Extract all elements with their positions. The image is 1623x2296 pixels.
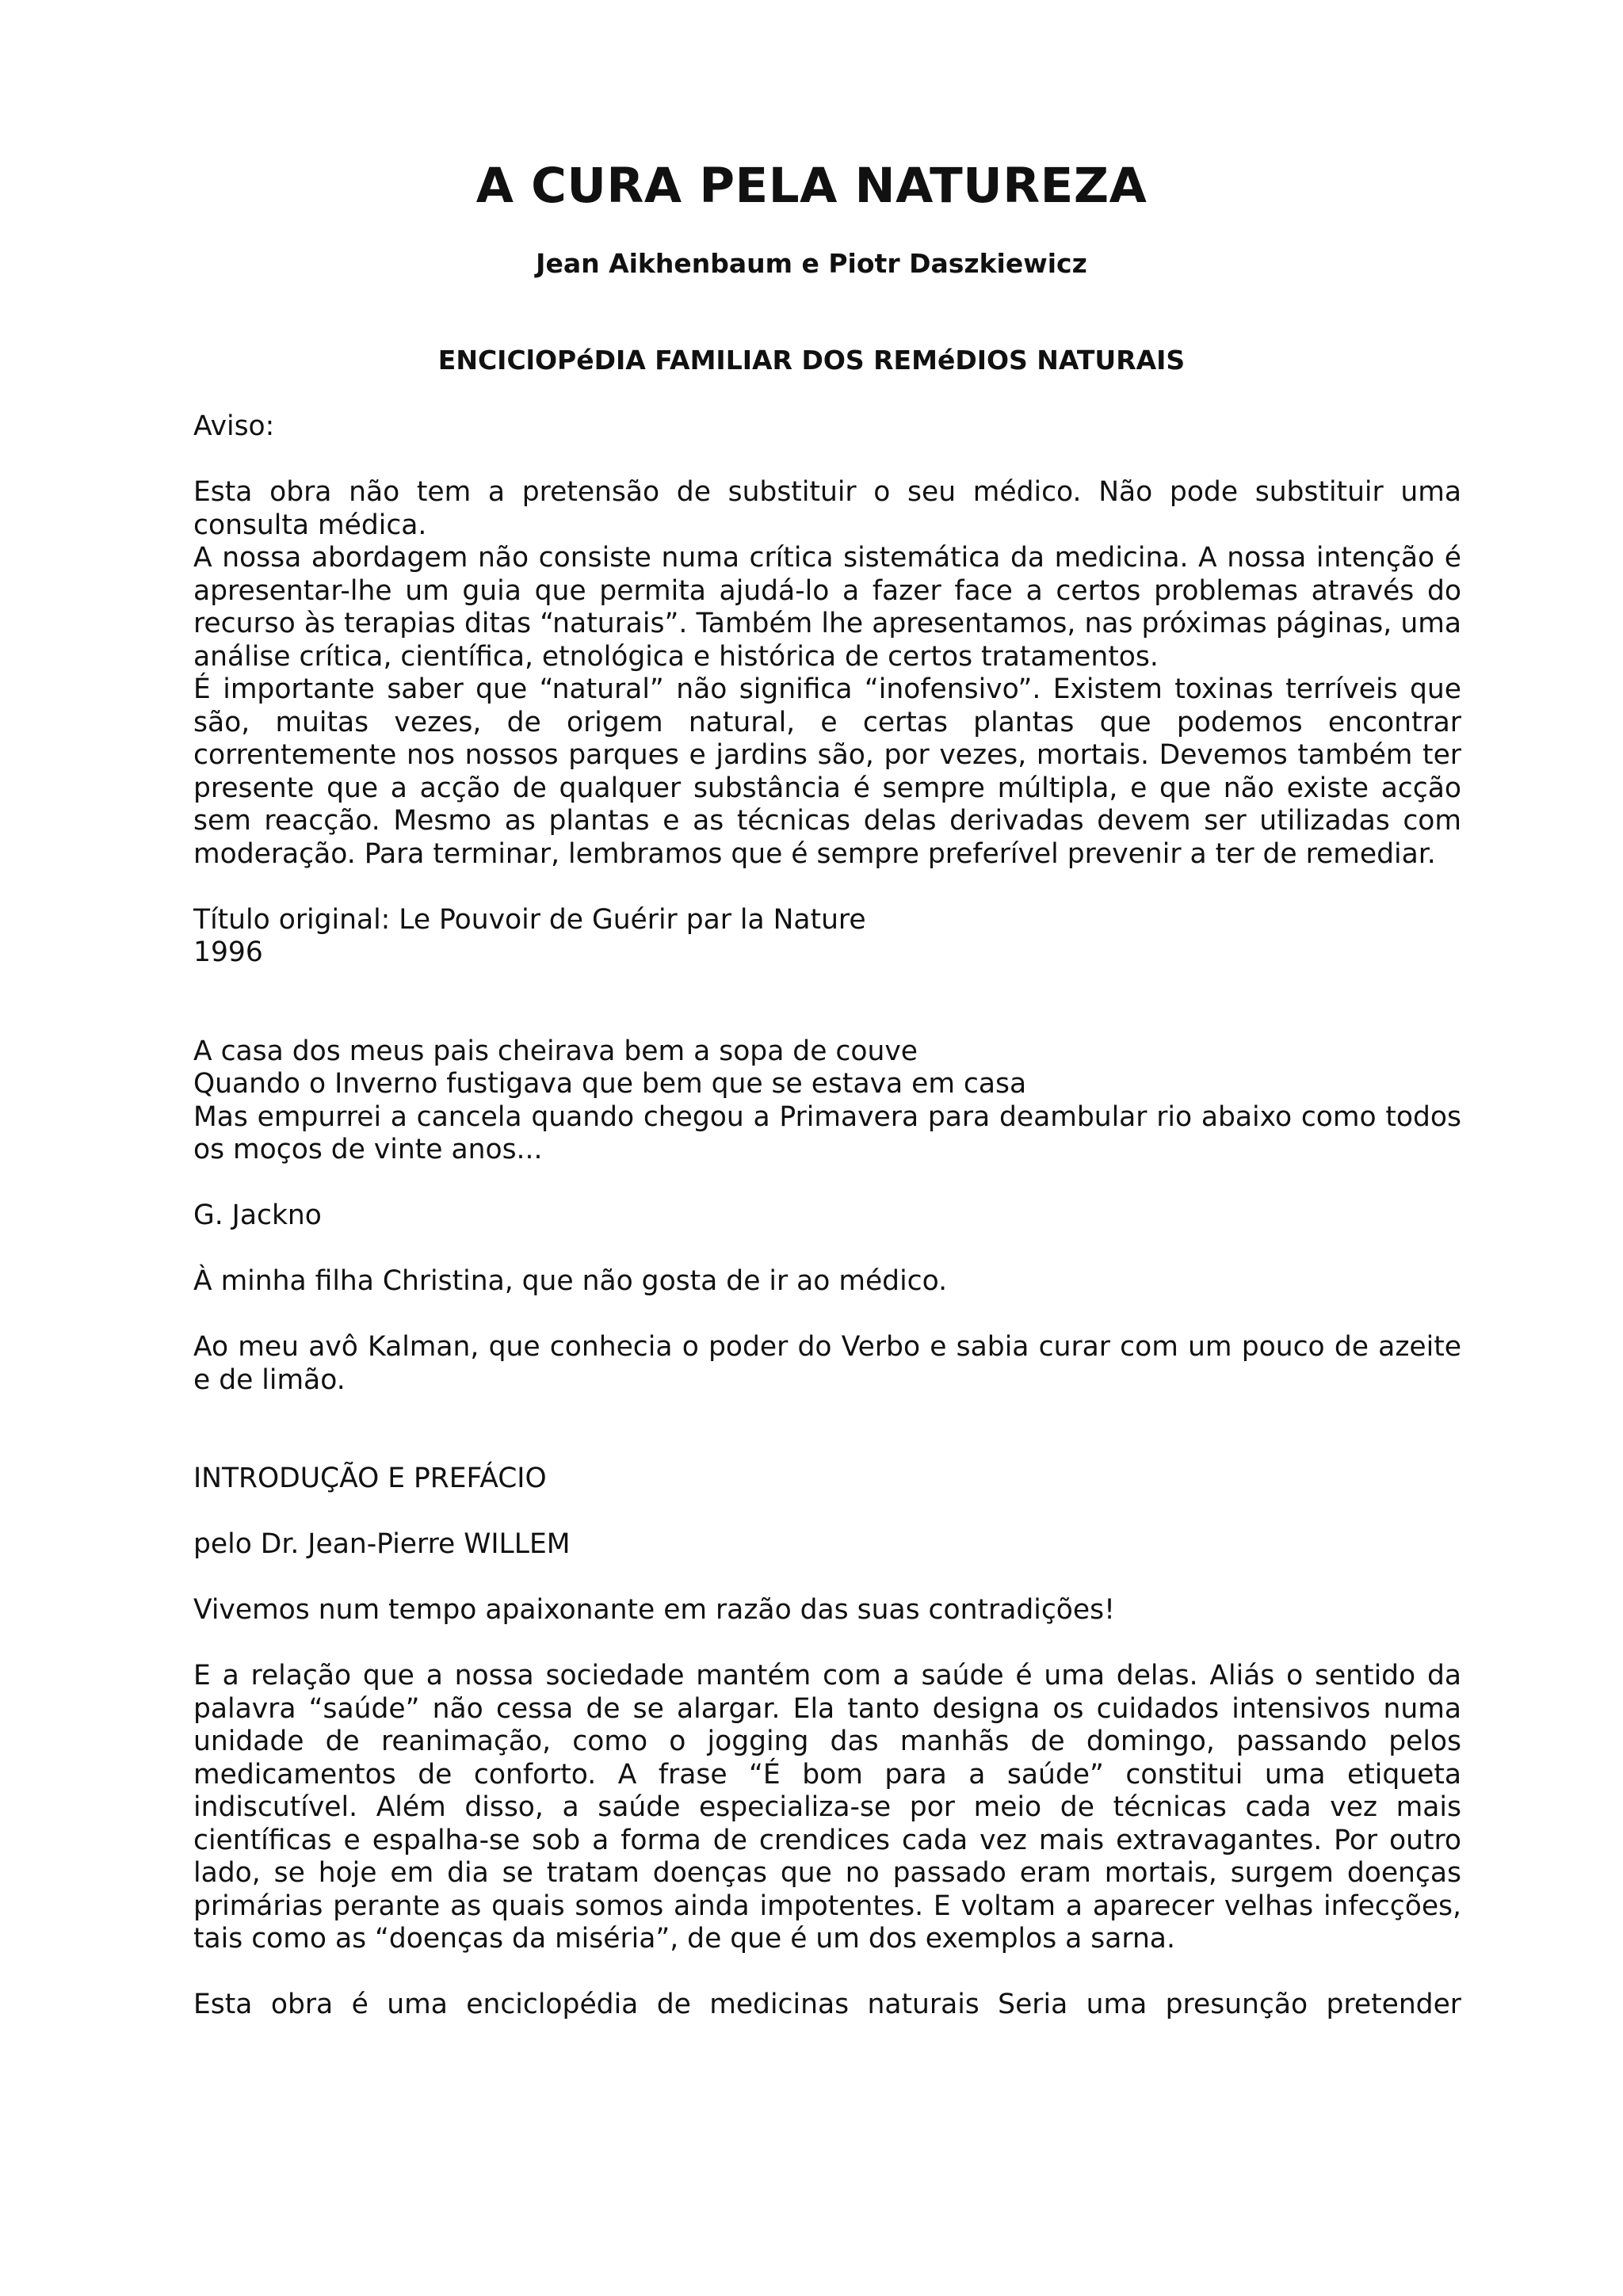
dedication: À minha filha Christina, que não gosta de ir ao médico. (193, 1265, 948, 1297)
document-authors: Jean Aikhenbaum e Piotr Daszkiewicz (536, 248, 1087, 279)
notice-label: Aviso: (193, 410, 275, 442)
intro-paragraph: E a relação que a nossa sociedade mantém com a saúde é uma delas. Aliás o sentido da palavra “saúde” não cessa de se alargar. Ela tanto designa os cuidados intensivos numa unidade de reanimação, como o jogging das manhãs de domingo, passando pelos medicamentos de conforto. A frase “É bom para a saúde” constitui uma etiqueta indiscutível. Além disso, a saúde especializa-se por meio de técnicas cada vez mais científicas e espalha-se sob a forma de crendices cada vez mais extravagantes. Por outro lado, se hoje em dia se tratam doenças que no passado eram mortais, surgem doenças primárias perante as quais somos ainda impotentes. E voltam a aparecer velhas infecções, tais como as “doenças da miséria”, de que é um dos exemplos a sarna. (193, 1660, 1461, 1955)
intro-paragraph: Vivemos num tempo apaixonante em razão das suas contradições! (193, 1594, 1115, 1626)
intro-author: pelo Dr. Jean-Pierre WILLEM (193, 1528, 571, 1560)
poem-line: A casa dos meus pais cheirava bem a sopa de couve (193, 1035, 918, 1067)
intro-heading: INTRODUÇÃO E PREFÁCIO (193, 1463, 547, 1494)
notice-paragraph: A nossa abordagem não consiste numa crítica sistemática da medicina. A nossa intenção é apresentar-lhe um guia que permita ajudá-lo a fazer face a certos problemas através do recurso às terapias ditas “naturais”. Também lhe apresentamos, nas próximas páginas, uma análise crítica, científica, etnológica e histórica de certos tratamentos. (193, 542, 1461, 673)
publication-year: 1996 (193, 936, 263, 968)
document-body (193, 410, 1461, 2022)
poem-line: Quando o Inverno fustigava que bem que se estava em casa (193, 1068, 1027, 1100)
document-subtitle: ENCIClOPéDIA FAMILIAR DOS REMéDIOS NATURAIS (437, 345, 1186, 376)
document-title: A CURA PELA NATUREZA (475, 158, 1148, 214)
original-title: Título original: Le Pouvoir de Guérir par la Nature (193, 903, 866, 936)
dedication: Ao meu avô Kalman, que conhecia o poder do Verbo e sabia curar com um pouco de azeite e de limão. (193, 1331, 1461, 1396)
notice-paragraph: É importante saber que “natural” não significa “inofensivo”. Existem toxinas terríveis que são, muitas vezes, de origem natural, e certas plantas que podemos encontrar correntemente nos nossos parques e jardins são, por vezes, mortais. Devemos também ter presente que a acção de qualquer substância é sempre múltipla, e que não existe acção sem reacção. Mesmo as plantas e as técnicas delas derivadas devem ser utilizadas com moderação. Para terminar, lembramos que é sempre preferível prevenir a ter de remediar. (193, 673, 1461, 870)
notice-paragraph: Esta obra não tem a pretensão de substituir o seu médico. Não pode substituir uma consulta médica. (193, 476, 1461, 541)
poem-line: Mas empurrei a cancela quando chegou a Primavera para deambular rio abaixo como todos os moços de vinte anos... (193, 1100, 1461, 1165)
poem-author: G. Jackno (193, 1199, 322, 1231)
intro-paragraph: Esta obra é uma enciclopédia de medicinas naturais Seria uma presunção pretender (193, 1989, 1461, 2020)
